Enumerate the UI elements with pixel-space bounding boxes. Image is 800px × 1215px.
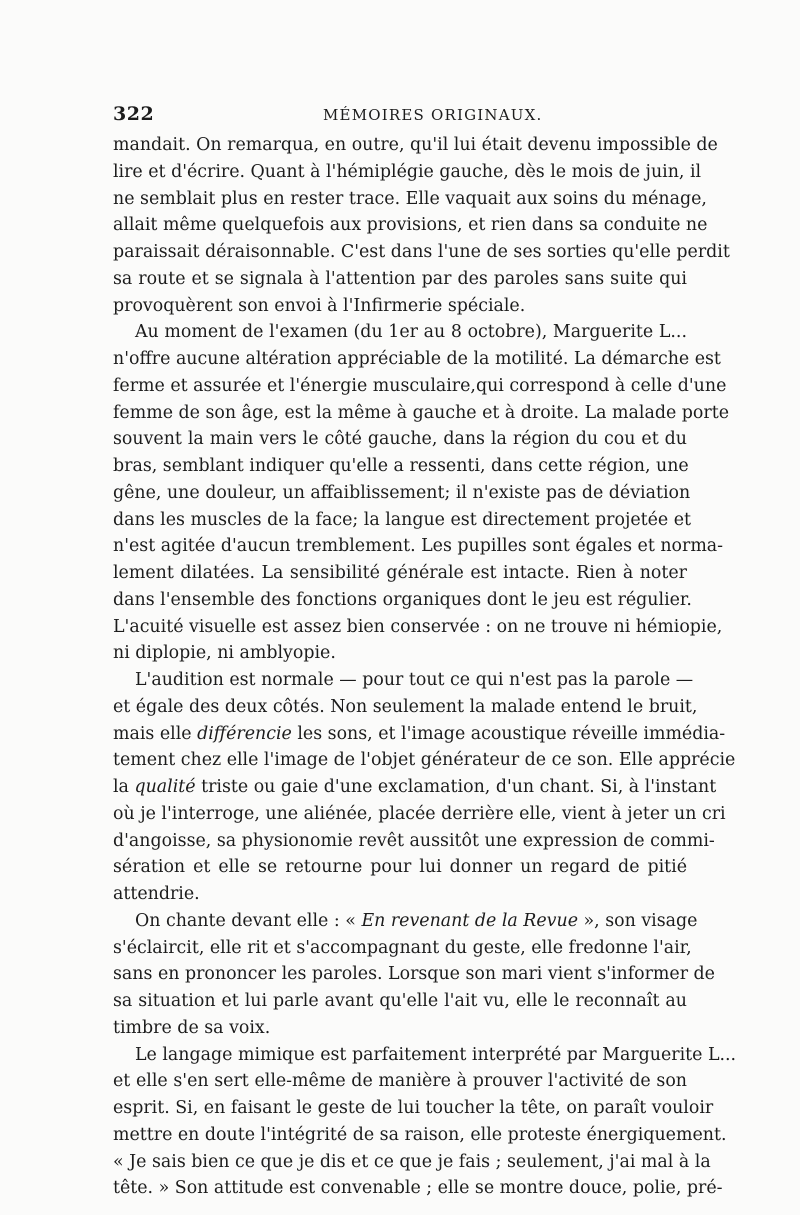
text-line: Au moment de l'examen (du 1er au 8 octobre), Marguerite L... <box>135 322 687 343</box>
text-line: tement chez elle l'image de l'objet générateur de ce son. Elle apprécie <box>113 750 736 771</box>
song-title: En revenant de la Revue <box>361 910 578 931</box>
text-line: sération et elle se retourne pour lui donner un regard de pitié <box>113 857 687 878</box>
text-line: L'audition est normale — pour tout ce qui n'est pas la parole — <box>135 670 694 690</box>
text-line: lire et d'écrire. Quant à l'hémiplégie gauche, dès le mois de juin, il <box>113 161 702 182</box>
text-line: tête. » Son attitude est convenable ; elle se montre douce, polie, pré- <box>113 1178 723 1199</box>
text-line: L'acuité visuelle est assez bien conservée : on ne trouve ni hémiopie, <box>113 616 723 637</box>
text-line: et elle s'en sert elle-même de manière à prouver l'activité de son <box>113 1071 687 1092</box>
text-line: « Je sais bien ce que je dis et ce que je fais ; seulement, j'ai mal à la <box>113 1151 711 1172</box>
text-line: timbre de sa voix. <box>113 1017 271 1038</box>
italic-term: qualité <box>134 777 196 797</box>
text-line: ni diplopie, ni amblyopie. <box>113 643 336 664</box>
text-line: lement dilatées. La sensibilité générale est intacte. Rien à noter <box>113 563 687 583</box>
text-line: Le langage mimique est parfaitement interprété par Marguerite L... <box>135 1044 737 1065</box>
text-line: sans en prononcer les paroles. Lorsque son mari vient s'informer de <box>113 964 715 985</box>
text-line: ferme et assurée et l'énergie musculaire,qui correspond à celle d'une <box>113 375 727 396</box>
text-line: gêne, une douleur, un affaiblissement; il n'existe pas de déviation <box>113 482 691 503</box>
page-number: 322 <box>113 103 155 125</box>
text-line: n'est agitée d'aucun tremblement. Les pupilles sont égales et norma- <box>113 536 724 557</box>
text-line: souvent la main vers le côté gauche, dans la région du cou et du <box>113 429 687 450</box>
text-line: mettre en doute l'intégrité de sa raison, elle proteste énergiquement. <box>113 1124 727 1145</box>
text-line: mandait. On remarqua, en outre, qu'il lui était devenu impossible de <box>113 135 718 155</box>
text-line: bras, semblant indiquer qu'elle a ressenti, dans cette région, une <box>113 456 689 476</box>
text-line: esprit. Si, en faisant le geste de lui toucher la tête, on paraît vouloir <box>113 1098 714 1118</box>
text-line: dans les muscles de la face; la langue est directement projetée et <box>113 509 692 530</box>
italic-term: différencie <box>197 723 292 744</box>
text-line: mais elle différencie les sons, et l'image acoustique réveille immédia- <box>113 723 726 744</box>
body-text <box>113 132 737 1202</box>
text-line: et égale des deux côtés. Non seulement la malade entend le bruit, <box>113 696 698 717</box>
text-line: allait même quelquefois aux provisions, et rien dans sa conduite ne <box>113 215 708 236</box>
text-line: sa route et se signala à l'attention par des paroles sans suite qui <box>113 268 687 289</box>
text-line: ne semblait plus en rester trace. Elle vaquait aux soins du ménage, <box>113 188 707 209</box>
text-line: n'offre aucune altération appréciable de la motilité. La démarche est <box>113 349 721 369</box>
text-line: s'éclaircit, elle rit et s'accompagnant du geste, elle fredonne l'air, <box>113 937 692 958</box>
text-line: la qualité triste ou gaie d'une exclamation, d'un chant. Si, à l'instant <box>113 777 717 797</box>
text-line: femme de son âge, est la même à gauche et à droite. La malade porte <box>113 402 729 423</box>
text-line: attendrie. <box>113 884 200 904</box>
text-line: dans l'ensemble des fonctions organiques dont le jeu est régulier. <box>113 589 692 610</box>
text-line: paraissait déraisonnable. C'est dans l'une de ses sorties qu'elle perdit <box>113 242 730 262</box>
text-line: provoquèrent son envoi à l'Infirmerie spéciale. <box>113 295 526 316</box>
text-line: où je l'interroge, une aliénée, placée derrière elle, vient à jeter un cri <box>113 803 726 824</box>
text-line: On chante devant elle : « En revenant de la Revue », son visage <box>135 910 698 931</box>
page-header <box>113 103 683 127</box>
text-line: d'angoisse, sa physionomie revêt aussitôt une expression de commi- <box>113 830 715 851</box>
running-title: MÉMOIRES ORIGINAUX. <box>323 106 543 124</box>
text-line: sa situation et lui parle avant qu'elle l'ait vu, elle le reconnaît au <box>113 991 687 1011</box>
